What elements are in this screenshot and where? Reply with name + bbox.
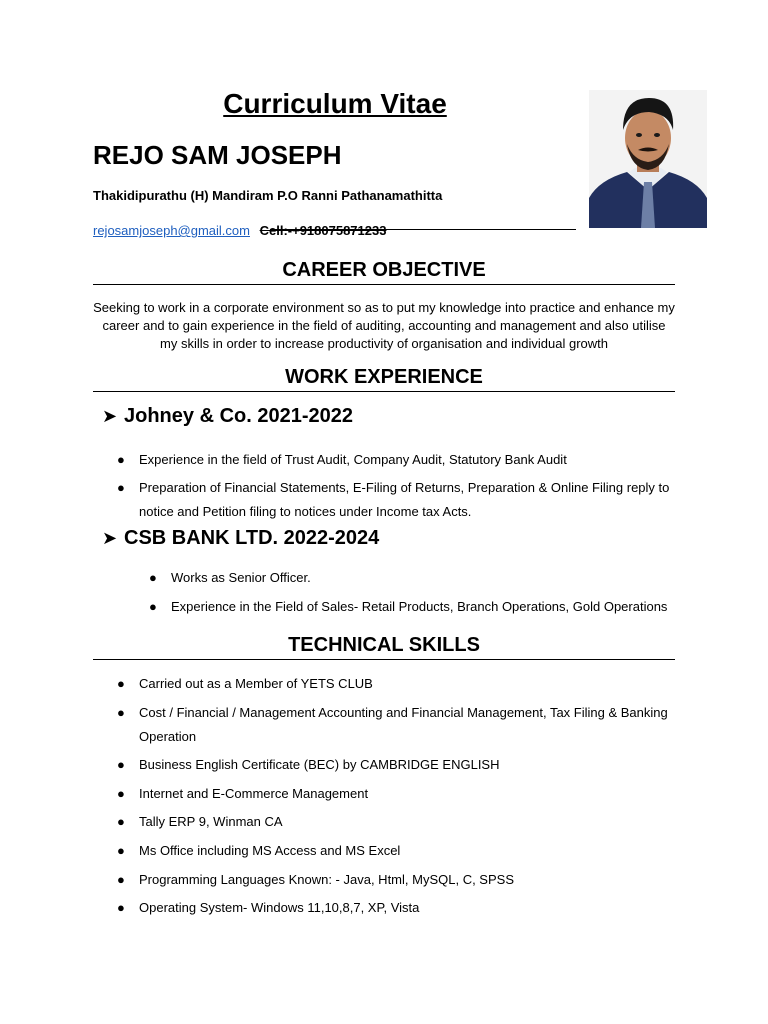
profile-photo bbox=[589, 90, 707, 228]
bullet-icon: ● bbox=[117, 676, 125, 691]
address: Thakidipurathu (H) Mandiram P.O Ranni Pathanamathitta bbox=[93, 188, 443, 203]
bullet-icon: ● bbox=[117, 900, 125, 916]
list-item: ● Operating System- Windows 11,10,8,7, XP, Vista bbox=[139, 896, 679, 920]
list-item: ● Works as Senior Officer. bbox=[149, 570, 311, 585]
phone-number: Cell:-+918075871233 bbox=[259, 223, 387, 238]
list-item: ● Ms Office including MS Access and MS Excel bbox=[139, 839, 679, 863]
arrowhead-icon: ➤ bbox=[102, 528, 118, 548]
bullet-icon: ● bbox=[149, 599, 157, 614]
list-item: ● Internet and E-Commerce Management bbox=[139, 782, 679, 806]
list-item: ● Programming Languages Known: - Java, Html, MySQL, C, SPSS bbox=[139, 868, 679, 892]
bullet-icon: ● bbox=[117, 842, 125, 858]
job-duties-csb bbox=[149, 569, 671, 627]
list-item: ● Experience in the field of Trust Audit, Company Audit, Statutory Bank Audit bbox=[139, 448, 679, 472]
job-duties-johney bbox=[117, 448, 679, 528]
technical-skills-list bbox=[117, 672, 679, 925]
technical-skills-heading: TECHNICAL SKILLS bbox=[93, 634, 675, 660]
bullet-icon: ● bbox=[117, 814, 125, 830]
job-title-csb: ➤ CSB BANK LTD. 2022-2024 bbox=[102, 527, 380, 549]
bullet-icon: ● bbox=[117, 452, 125, 467]
arrowhead-icon: ➤ bbox=[102, 406, 118, 426]
email-link[interactable]: rejosamjoseph@gmail.com bbox=[93, 223, 250, 238]
list-item: ● Preparation of Financial Statements, E-Filing of Returns, Preparation & Online Filing reply to notice and Petition filing to notices under Income tax Acts. bbox=[139, 476, 679, 524]
bullet-icon: ● bbox=[117, 871, 125, 887]
contact-line bbox=[93, 223, 386, 238]
bullet-icon: ● bbox=[117, 480, 125, 495]
document-title: Curriculum Vitae bbox=[223, 88, 447, 119]
candidate-name: REJO SAM JOSEPH bbox=[93, 140, 342, 170]
bullet-icon: ● bbox=[149, 570, 157, 585]
job-title-johney: ➤ Johney & Co. 2021-2022 bbox=[102, 405, 353, 427]
list-item: ● Tally ERP 9, Winman CA bbox=[139, 810, 679, 834]
bullet-icon: ● bbox=[117, 757, 125, 773]
career-objective-text: Seeking to work in a corporate environment so as to put my knowledge into practice and enhance my career and to gain experience in the field of auditing, accounting and management and also utilise my skills in order to increase productivity of organisation and individual growth bbox=[93, 300, 675, 351]
list-item: ● Business English Certificate (BEC) by CAMBRIDGE ENGLISH bbox=[139, 753, 679, 777]
list-item: ● Cost / Financial / Management Accounting and Financial Management, Tax Filing & Banking Operation bbox=[139, 701, 679, 749]
work-experience-heading: WORK EXPERIENCE bbox=[93, 366, 675, 392]
bullet-icon: ● bbox=[117, 704, 125, 720]
list-item: ● Experience in the Field of Sales- Retail Products, Branch Operations, Gold Operations bbox=[149, 599, 668, 614]
career-objective-heading: CAREER OBJECTIVE bbox=[93, 259, 675, 285]
list-item: ● Carried out as a Member of YETS CLUB bbox=[139, 672, 679, 696]
bullet-icon: ● bbox=[117, 785, 125, 801]
